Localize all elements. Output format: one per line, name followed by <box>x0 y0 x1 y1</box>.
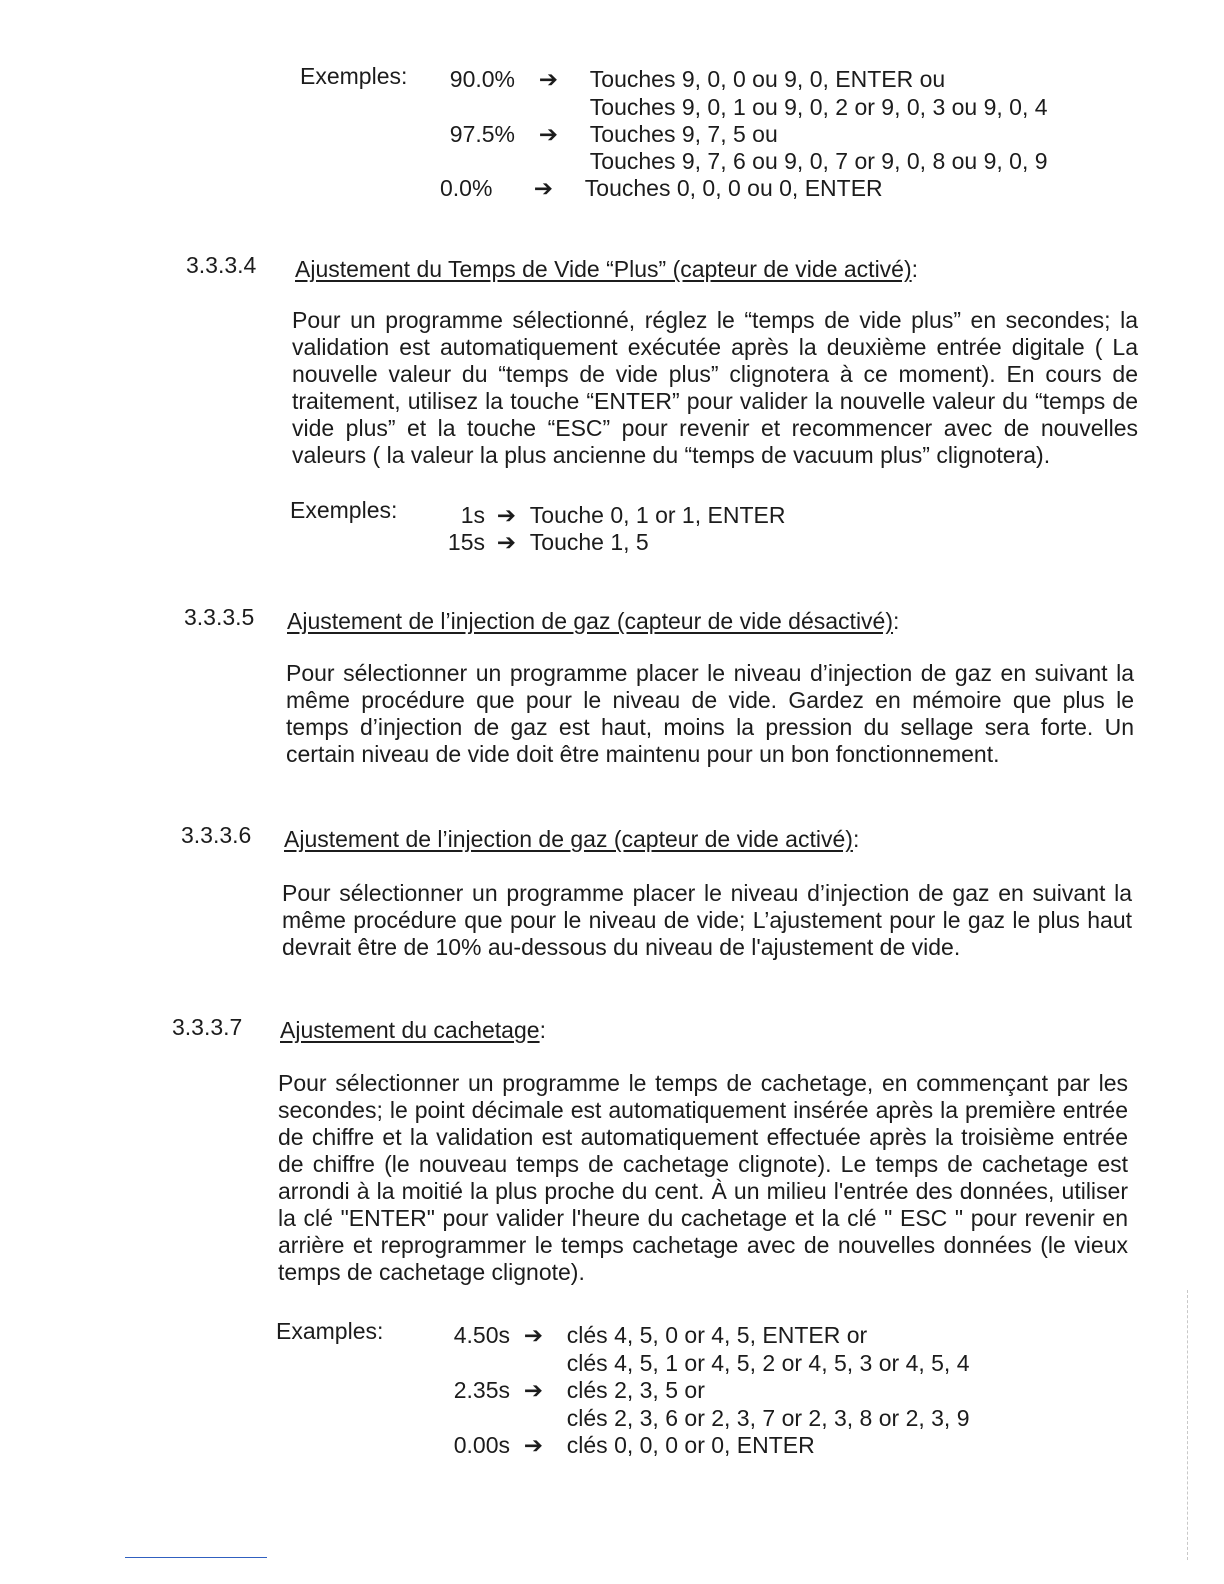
section-number: 3.3.3.5 <box>184 604 255 630</box>
example-value: 1s <box>460 502 485 528</box>
section-number: 3.3.3.6 <box>181 822 252 848</box>
section-title-text: Ajustement de l’injection de gaz (capteur de vide désactivé) <box>287 608 894 634</box>
section-title-colon: : <box>911 256 919 282</box>
section-title-colon: : <box>893 608 900 634</box>
arrow-right-icon: ➔ <box>523 1377 544 1403</box>
example-action: clés 2, 3, 5 or <box>566 1377 705 1403</box>
example-action: clés 4, 5, 1 or 4, 5, 2 or 4, 5, 3 or 4, 5, 4 <box>566 1350 970 1376</box>
section-number: 3.3.3.4 <box>186 252 257 278</box>
example-action: Touches 9, 0, 0 ou 9, 0, ENTER ou <box>589 66 946 92</box>
example-row <box>440 1432 815 1459</box>
example-value: 90.0% <box>449 66 515 92</box>
section-title-text: Ajustement de l’injection de gaz (capteur de vide activé) <box>284 826 853 852</box>
example-row <box>440 1350 970 1377</box>
examples-label: Examples: <box>276 1318 384 1344</box>
section-title <box>295 256 918 283</box>
section-body: Pour sélectionner un programme placer le niveau d’injection de gaz en suivant la même procédure que pour le niveau de vide; L’ajustement pour le gaz le plus haut devrait être de 10% au-dessous du niveau de l'ajustement de vide. <box>282 880 1132 960</box>
section-title-colon: : <box>539 1017 546 1043</box>
example-row <box>440 66 945 93</box>
section-title <box>287 608 899 635</box>
example-action: Touche 0, 1 or 1, ENTER <box>529 502 786 528</box>
arrow-right-icon: ➔ <box>538 121 559 147</box>
section-title <box>280 1017 546 1044</box>
example-value: 97.5% <box>449 121 515 147</box>
example-action: clés 0, 0, 0 or 0, ENTER <box>566 1432 815 1458</box>
example-row <box>440 121 778 148</box>
section-title-colon: : <box>852 826 860 852</box>
section-title-text: Ajustement du cachetage <box>280 1017 540 1043</box>
example-row <box>440 529 649 556</box>
example-action: Touches 9, 0, 1 ou 9, 0, 2 or 9, 0, 3 ou 9, 0, 4 <box>589 94 1048 120</box>
example-action: clés 2, 3, 6 or 2, 3, 7 or 2, 3, 8 or 2, 3, 9 <box>566 1405 970 1431</box>
section-title-text: Ajustement du Temps de Vide “Plus” (capteur de vide activé) <box>295 256 912 282</box>
example-action: Touches 9, 7, 5 ou <box>589 121 778 147</box>
examples-label: Exemples: <box>300 63 408 89</box>
example-action: Touches 0, 0, 0 ou 0, ENTER <box>584 175 883 201</box>
example-action: Touche 1, 5 <box>529 529 649 555</box>
arrow-right-icon: ➔ <box>533 175 554 201</box>
example-row <box>440 94 1048 121</box>
example-row <box>440 148 1048 175</box>
example-row <box>440 1322 867 1349</box>
section-body: Pour sélectionner un programme le temps de cachetage, en commençant par les secondes; le point décimale est automatiquement insérée après la première entrée de chiffre et la validation est automatiquement effectuée après la troisième entrée de chiffre (le nouveau temps de cachetage clignote). Le temps de cachetage est arrondi à la moitié la plus proche du cent. À un milieu l'entrée des données, utiliser la clé "ENTER" pour valider l'heure du cachetage et la clé " ESC " pour revenir en arrière et reprogrammer le temps cachetage avec de nouvelles données (le vieux temps de cachetage clignote). <box>278 1070 1128 1285</box>
example-value: 4.50s <box>453 1322 510 1348</box>
example-row <box>440 1405 970 1432</box>
example-value: 0.0% <box>440 175 493 201</box>
arrow-right-icon: ➔ <box>538 66 559 92</box>
arrow-right-icon: ➔ <box>523 1432 544 1458</box>
arrow-right-icon: ➔ <box>523 1322 544 1348</box>
example-row <box>440 1377 705 1404</box>
section-number: 3.3.3.7 <box>172 1014 243 1040</box>
section-title <box>284 826 859 853</box>
example-action: clés 4, 5, 0 or 4, 5, ENTER or <box>566 1322 868 1348</box>
example-action: Touches 9, 7, 6 ou 9, 0, 7 or 9, 0, 8 ou 9, 0, 9 <box>589 148 1048 174</box>
examples-label: Exemples: <box>290 497 398 523</box>
scan-margin-line <box>1187 1290 1188 1560</box>
example-value: 2.35s <box>453 1377 510 1403</box>
example-value: 15s <box>447 529 485 555</box>
example-value: 0.00s <box>453 1432 510 1458</box>
section-body: Pour sélectionner un programme placer le niveau d’injection de gaz en suivant la même procédure que pour le niveau de vide. Gardez en mémoire que plus le temps d’injection de gaz est haut, moins la pression du sellage sera forte. Un certain niveau de vide doit être maintenu pour un bon fonctionnement. <box>286 660 1134 767</box>
example-row <box>440 502 785 529</box>
arrow-right-icon: ➔ <box>496 529 517 555</box>
section-body: Pour un programme sélectionné, réglez le “temps de vide plus” en secondes; la validation est automatiquement exécutée après la deuxième entrée digitale ( La nouvelle valeur du “temps de vide plus” clignotera à ce moment). En cours de traitement, utilisez la touche “ENTER” pour valider la nouvelle valeur du “temps de vide plus” et la touche “ESC” pour revenir et recommencer avec de nouvelles valeurs ( la valeur la plus ancienne du “temps de vacuum plus” clignotera). <box>292 307 1138 468</box>
arrow-right-icon: ➔ <box>496 502 517 528</box>
footnote-separator <box>125 1557 267 1558</box>
example-row <box>440 175 883 202</box>
